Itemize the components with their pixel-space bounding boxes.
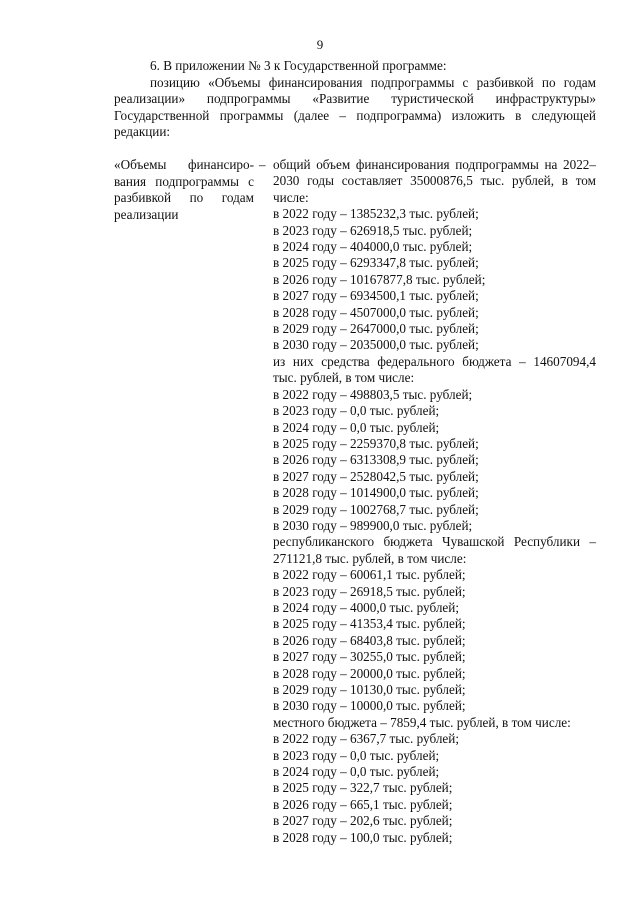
year-amount-row: в 2028 году – 100,0 тыс. рублей; bbox=[273, 829, 453, 845]
year-amount-row: в 2026 году – 10167877,8 тыс. рублей; bbox=[273, 271, 486, 287]
year-amount-row: в 2025 году – 2259370,8 тыс. рублей; bbox=[273, 435, 479, 451]
intro-block bbox=[114, 58, 596, 141]
intro-item: 6. В приложении № 3 к Государственной программе: bbox=[150, 58, 447, 73]
year-amount-row: в 2030 году – 989900,0 тыс. рублей; bbox=[273, 517, 473, 533]
year-amount-row: в 2022 году – 60061,1 тыс. рублей; bbox=[273, 567, 466, 583]
dash-separator: – bbox=[259, 157, 266, 172]
year-amount-row: в 2028 году – 20000,0 тыс. рублей; bbox=[273, 665, 466, 681]
year-amount-row: в 2023 году – 0,0 тыс. рублей; bbox=[273, 747, 440, 763]
year-amount-row: в 2029 году – 1002768,7 тыс. рублей; bbox=[273, 501, 479, 517]
total-years-list bbox=[273, 206, 596, 354]
year-amount-row: в 2030 году – 2035000,0 тыс. рублей; bbox=[273, 337, 479, 353]
table-right-column bbox=[273, 157, 596, 846]
total-summary: общий объем финансирования подпрограммы на 2022–2030 годы составляет 35000876,5 тыс. рублей, в том числе: bbox=[273, 157, 596, 205]
local-years-list bbox=[273, 731, 596, 846]
year-amount-row: в 2025 году – 6293347,8 тыс. рублей; bbox=[273, 255, 479, 271]
year-amount-row: в 2028 году – 4507000,0 тыс. рублей; bbox=[273, 304, 479, 320]
year-amount-row: в 2027 году – 6934500,1 тыс. рублей; bbox=[273, 288, 479, 304]
year-amount-row: в 2025 году – 41353,4 тыс. рублей; bbox=[273, 616, 466, 632]
year-amount-row: в 2024 году – 0,0 тыс. рублей; bbox=[273, 764, 440, 780]
year-amount-row: в 2026 году – 68403,8 тыс. рублей; bbox=[273, 632, 466, 648]
local-summary: местного бюджета – 7859,4 тыс. рублей, в том числе: bbox=[273, 714, 571, 730]
year-amount-row: в 2027 году – 30255,0 тыс. рублей; bbox=[273, 649, 466, 665]
page-number: 9 bbox=[316, 37, 324, 52]
year-amount-row: в 2026 году – 6313308,9 тыс. рублей; bbox=[273, 452, 479, 468]
year-amount-row: в 2024 году – 0,0 тыс. рублей; bbox=[273, 419, 440, 435]
federal-years-list bbox=[273, 387, 596, 535]
year-amount-row: в 2022 году – 498803,5 тыс. рублей; bbox=[273, 386, 473, 402]
year-amount-row: в 2023 году – 626918,5 тыс. рублей; bbox=[273, 222, 473, 238]
year-amount-row: в 2023 году – 26918,5 тыс. рублей; bbox=[273, 583, 466, 599]
year-amount-row: в 2029 году – 2647000,0 тыс. рублей; bbox=[273, 321, 479, 337]
funding-label: «Объемы финансиро-вания подпрограммы с разбивкой по годам реализации bbox=[114, 157, 254, 222]
year-amount-row: в 2028 году – 1014900,0 тыс. рублей; bbox=[273, 485, 479, 501]
intro-text: позицию «Объемы финансирования подпрограммы с разбивкой по годам реализации» подпрограммы «Развитие туристической инфраструктуры» Государственной программы (далее – подпрограмма) изложить в следующей редакции: bbox=[114, 74, 596, 139]
year-amount-row: в 2026 году – 665,1 тыс. рублей; bbox=[273, 796, 453, 812]
year-amount-row: в 2022 году – 6367,7 тыс. рублей; bbox=[273, 731, 459, 747]
year-amount-row: в 2024 году – 4000,0 тыс. рублей; bbox=[273, 599, 459, 615]
year-amount-row: в 2022 году – 1385232,3 тыс. рублей; bbox=[273, 206, 479, 222]
year-amount-row: в 2027 году – 2528042,5 тыс. рублей; bbox=[273, 468, 479, 484]
year-amount-row: в 2023 году – 0,0 тыс. рублей; bbox=[273, 403, 440, 419]
republic-summary: республиканского бюджета Чувашской Республики – 271121,8 тыс. рублей, в том числе: bbox=[273, 534, 596, 566]
year-amount-row: в 2025 году – 322,7 тыс. рублей; bbox=[273, 780, 453, 796]
year-amount-row: в 2027 году – 202,6 тыс. рублей; bbox=[273, 813, 453, 829]
year-amount-row: в 2030 году – 10000,0 тыс. рублей; bbox=[273, 698, 466, 714]
republic-years-list bbox=[273, 567, 596, 715]
year-amount-row: в 2029 году – 10130,0 тыс. рублей; bbox=[273, 682, 466, 697]
table-left-column bbox=[114, 157, 266, 223]
federal-summary: из них средства федерального бюджета – 14607094,4 тыс. рублей, в том числе: bbox=[273, 353, 596, 386]
year-amount-row: в 2024 году – 404000,0 тыс. рублей; bbox=[273, 239, 473, 255]
